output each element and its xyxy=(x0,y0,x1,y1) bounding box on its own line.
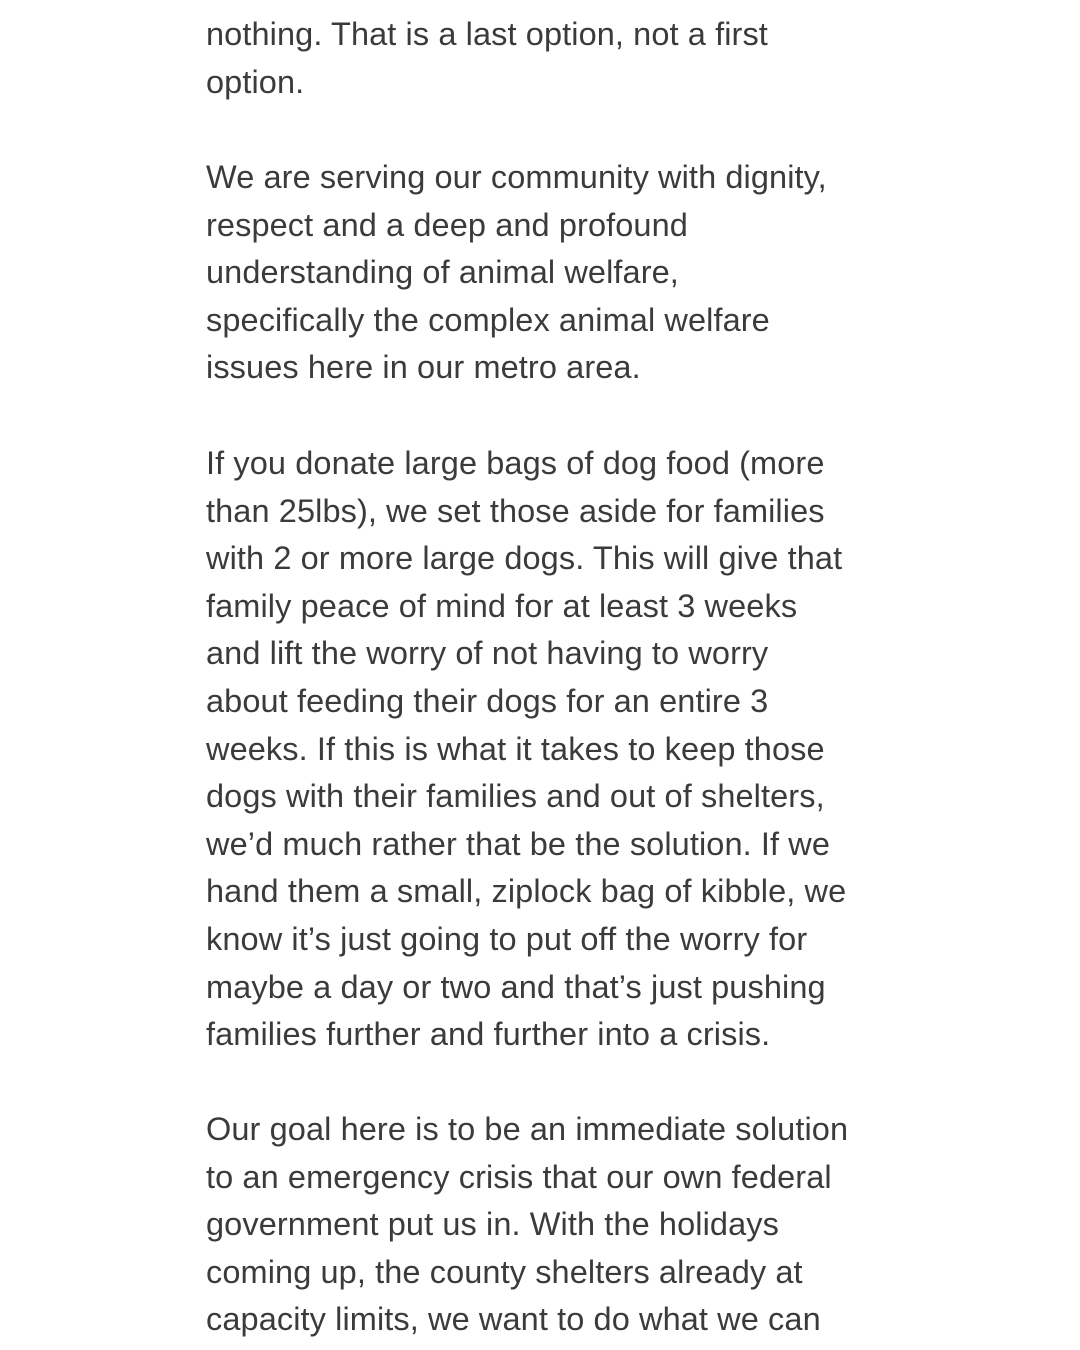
paragraph-4 xyxy=(206,1106,926,1344)
text-line: with 2 or more large dogs. This will give that xyxy=(206,540,843,577)
text-line: understanding of animal welfare, xyxy=(206,254,679,291)
paragraph-2 xyxy=(206,154,926,392)
text-line: we’d much rather that be the solution. If we xyxy=(206,825,831,862)
text-line: coming up, the county shelters already at xyxy=(206,1253,803,1290)
text-line: We are serving our community with dignity, xyxy=(206,159,827,195)
text-line: and lift the worry of not having to worry xyxy=(206,635,769,672)
text-line: government put us in. With the holidays xyxy=(206,1206,779,1243)
text-line: respect and a deep and profound xyxy=(206,206,688,243)
text-line: nothing. That is a last option, not a first xyxy=(206,16,768,52)
text-line: weeks. If this is what it takes to keep those xyxy=(206,730,825,767)
text-line: maybe a day or two and that’s just pushing xyxy=(206,968,826,1005)
text-line: than 25lbs), we set those aside for families xyxy=(206,492,825,529)
text-line: about feeding their dogs for an entire 3 xyxy=(206,682,769,719)
text-line: hand them a small, ziplock bag of kibble, we xyxy=(206,873,847,910)
paragraph-3 xyxy=(206,440,926,1059)
text-line: Our goal here is to be an immediate solution xyxy=(206,1111,849,1147)
text-line: option. xyxy=(206,63,305,100)
text-line: families further and further into a crisis. xyxy=(206,1016,771,1053)
text-line: dogs with their families and out of shelters, xyxy=(206,778,825,815)
text-line: to an emergency crisis that our own federal xyxy=(206,1158,832,1195)
text-line: issues here in our metro area. xyxy=(206,349,641,386)
text-line: capacity limits, we want to do what we can xyxy=(206,1301,821,1338)
text-line: know it’s just going to put off the worry for xyxy=(206,920,808,957)
text-line: specifically the complex animal welfare xyxy=(206,301,770,338)
text-line: If you donate large bags of dog food (more xyxy=(206,445,825,481)
text-line: family peace of mind for at least 3 weeks xyxy=(206,587,798,624)
paragraph-1 xyxy=(206,11,926,106)
